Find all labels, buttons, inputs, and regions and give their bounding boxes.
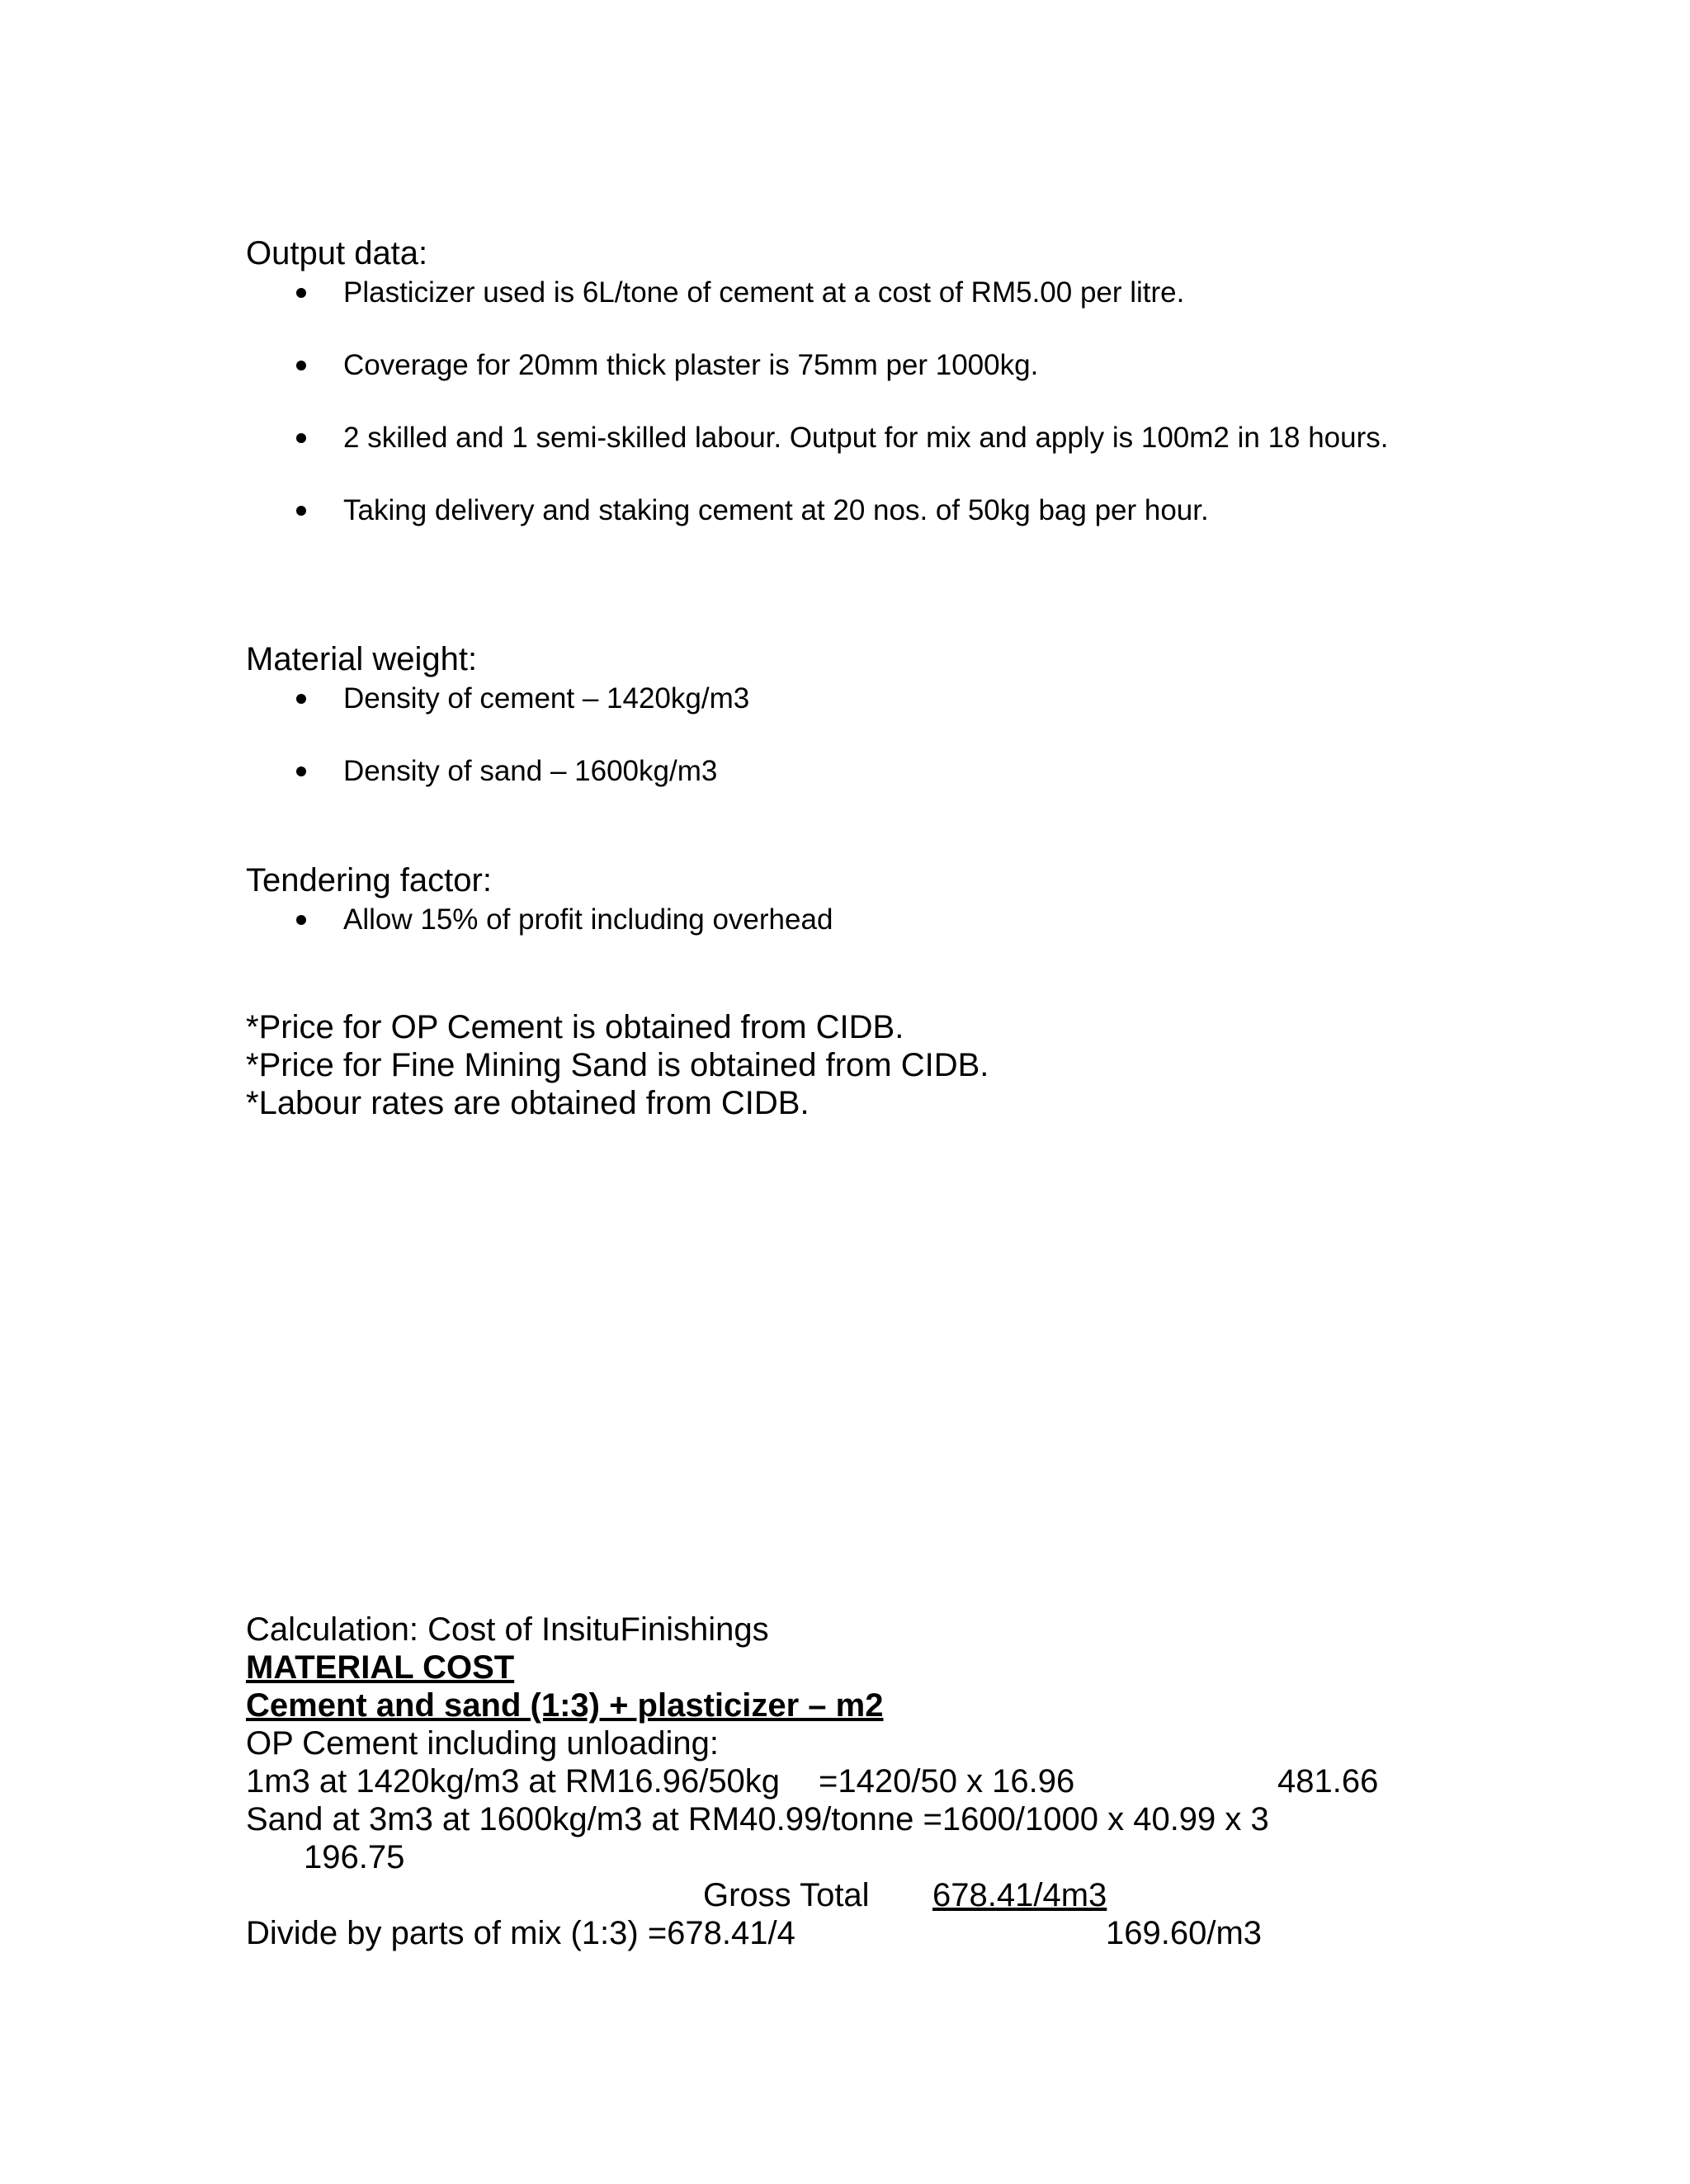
output-data-list — [246, 271, 1418, 562]
gross-total-label: Gross Total — [703, 1877, 870, 1913]
divide-description: Divide by parts of mix (1:3) =678.41/4 — [246, 1915, 795, 1951]
sand-description: Sand at 3m3 at 1600kg/m3 at RM40.99/tonne =1600/1000 x 40.99 x 3 — [246, 1801, 1269, 1837]
cement-amount: 481.66 — [1277, 1763, 1379, 1800]
bullet-icon — [296, 361, 306, 370]
list-item-text: 2 skilled and 1 semi-skilled labour. Output for mix and apply is 100m2 in 18 hours. — [343, 422, 1389, 454]
list-item — [246, 271, 1418, 314]
output-data-heading: Output data: — [246, 235, 428, 271]
list-item — [246, 677, 1418, 719]
list-item — [246, 417, 1449, 459]
list-item — [246, 750, 1418, 792]
bullet-icon — [296, 288, 306, 298]
list-item — [246, 899, 1418, 941]
divide-amount: 169.60/m3 — [1106, 1915, 1263, 1951]
list-item — [246, 344, 1418, 386]
material-weight-list — [246, 677, 1418, 823]
calculation-title: Calculation: Cost of InsituFinishings — [246, 1611, 769, 1648]
list-item-text: Taking delivery and staking cement at 20 nos. of 50kg bag per hour. — [343, 494, 1209, 526]
list-item-text: Plasticizer used is 6L/tone of cement at a cost of RM5.00 per litre. — [343, 276, 1185, 309]
note-labour-rates: *Labour rates are obtained from CIDB. — [246, 1085, 810, 1121]
note-sand-price: *Price for Fine Mining Sand is obtained from CIDB. — [246, 1047, 989, 1083]
tendering-factor-heading: Tendering factor: — [246, 862, 492, 899]
cement-formula: =1420/50 x 16.96 — [819, 1763, 1075, 1800]
list-item — [246, 489, 1418, 531]
material-weight-heading: Material weight: — [246, 641, 478, 677]
cement-description: 1m3 at 1420kg/m3 at RM16.96/50kg — [246, 1763, 781, 1800]
bullet-icon — [296, 767, 306, 776]
cement-sand-subheading: Cement and sand (1:3) + plasticizer – m2 — [246, 1687, 884, 1724]
tendering-factor-list — [246, 899, 1418, 971]
note-cement-price: *Price for OP Cement is obtained from CIDB. — [246, 1009, 904, 1045]
material-cost-heading: MATERIAL COST — [246, 1649, 515, 1686]
list-item-text: Coverage for 20mm thick plaster is 75mm per 1000kg. — [343, 349, 1039, 381]
list-item-text: Density of sand – 1600kg/m3 — [343, 755, 718, 787]
sand-amount: 196.75 — [304, 1839, 405, 1875]
bullet-icon — [296, 433, 306, 443]
op-cement-label: OP Cement including unloading: — [246, 1725, 719, 1762]
bullet-icon — [296, 506, 306, 516]
gross-total-value: 678.41/4m3 — [932, 1877, 1107, 1913]
list-item-text: Density of cement – 1420kg/m3 — [343, 682, 750, 715]
list-item-text: Allow 15% of profit including overhead — [343, 903, 833, 936]
bullet-icon — [296, 694, 306, 704]
bullet-icon — [296, 915, 306, 925]
